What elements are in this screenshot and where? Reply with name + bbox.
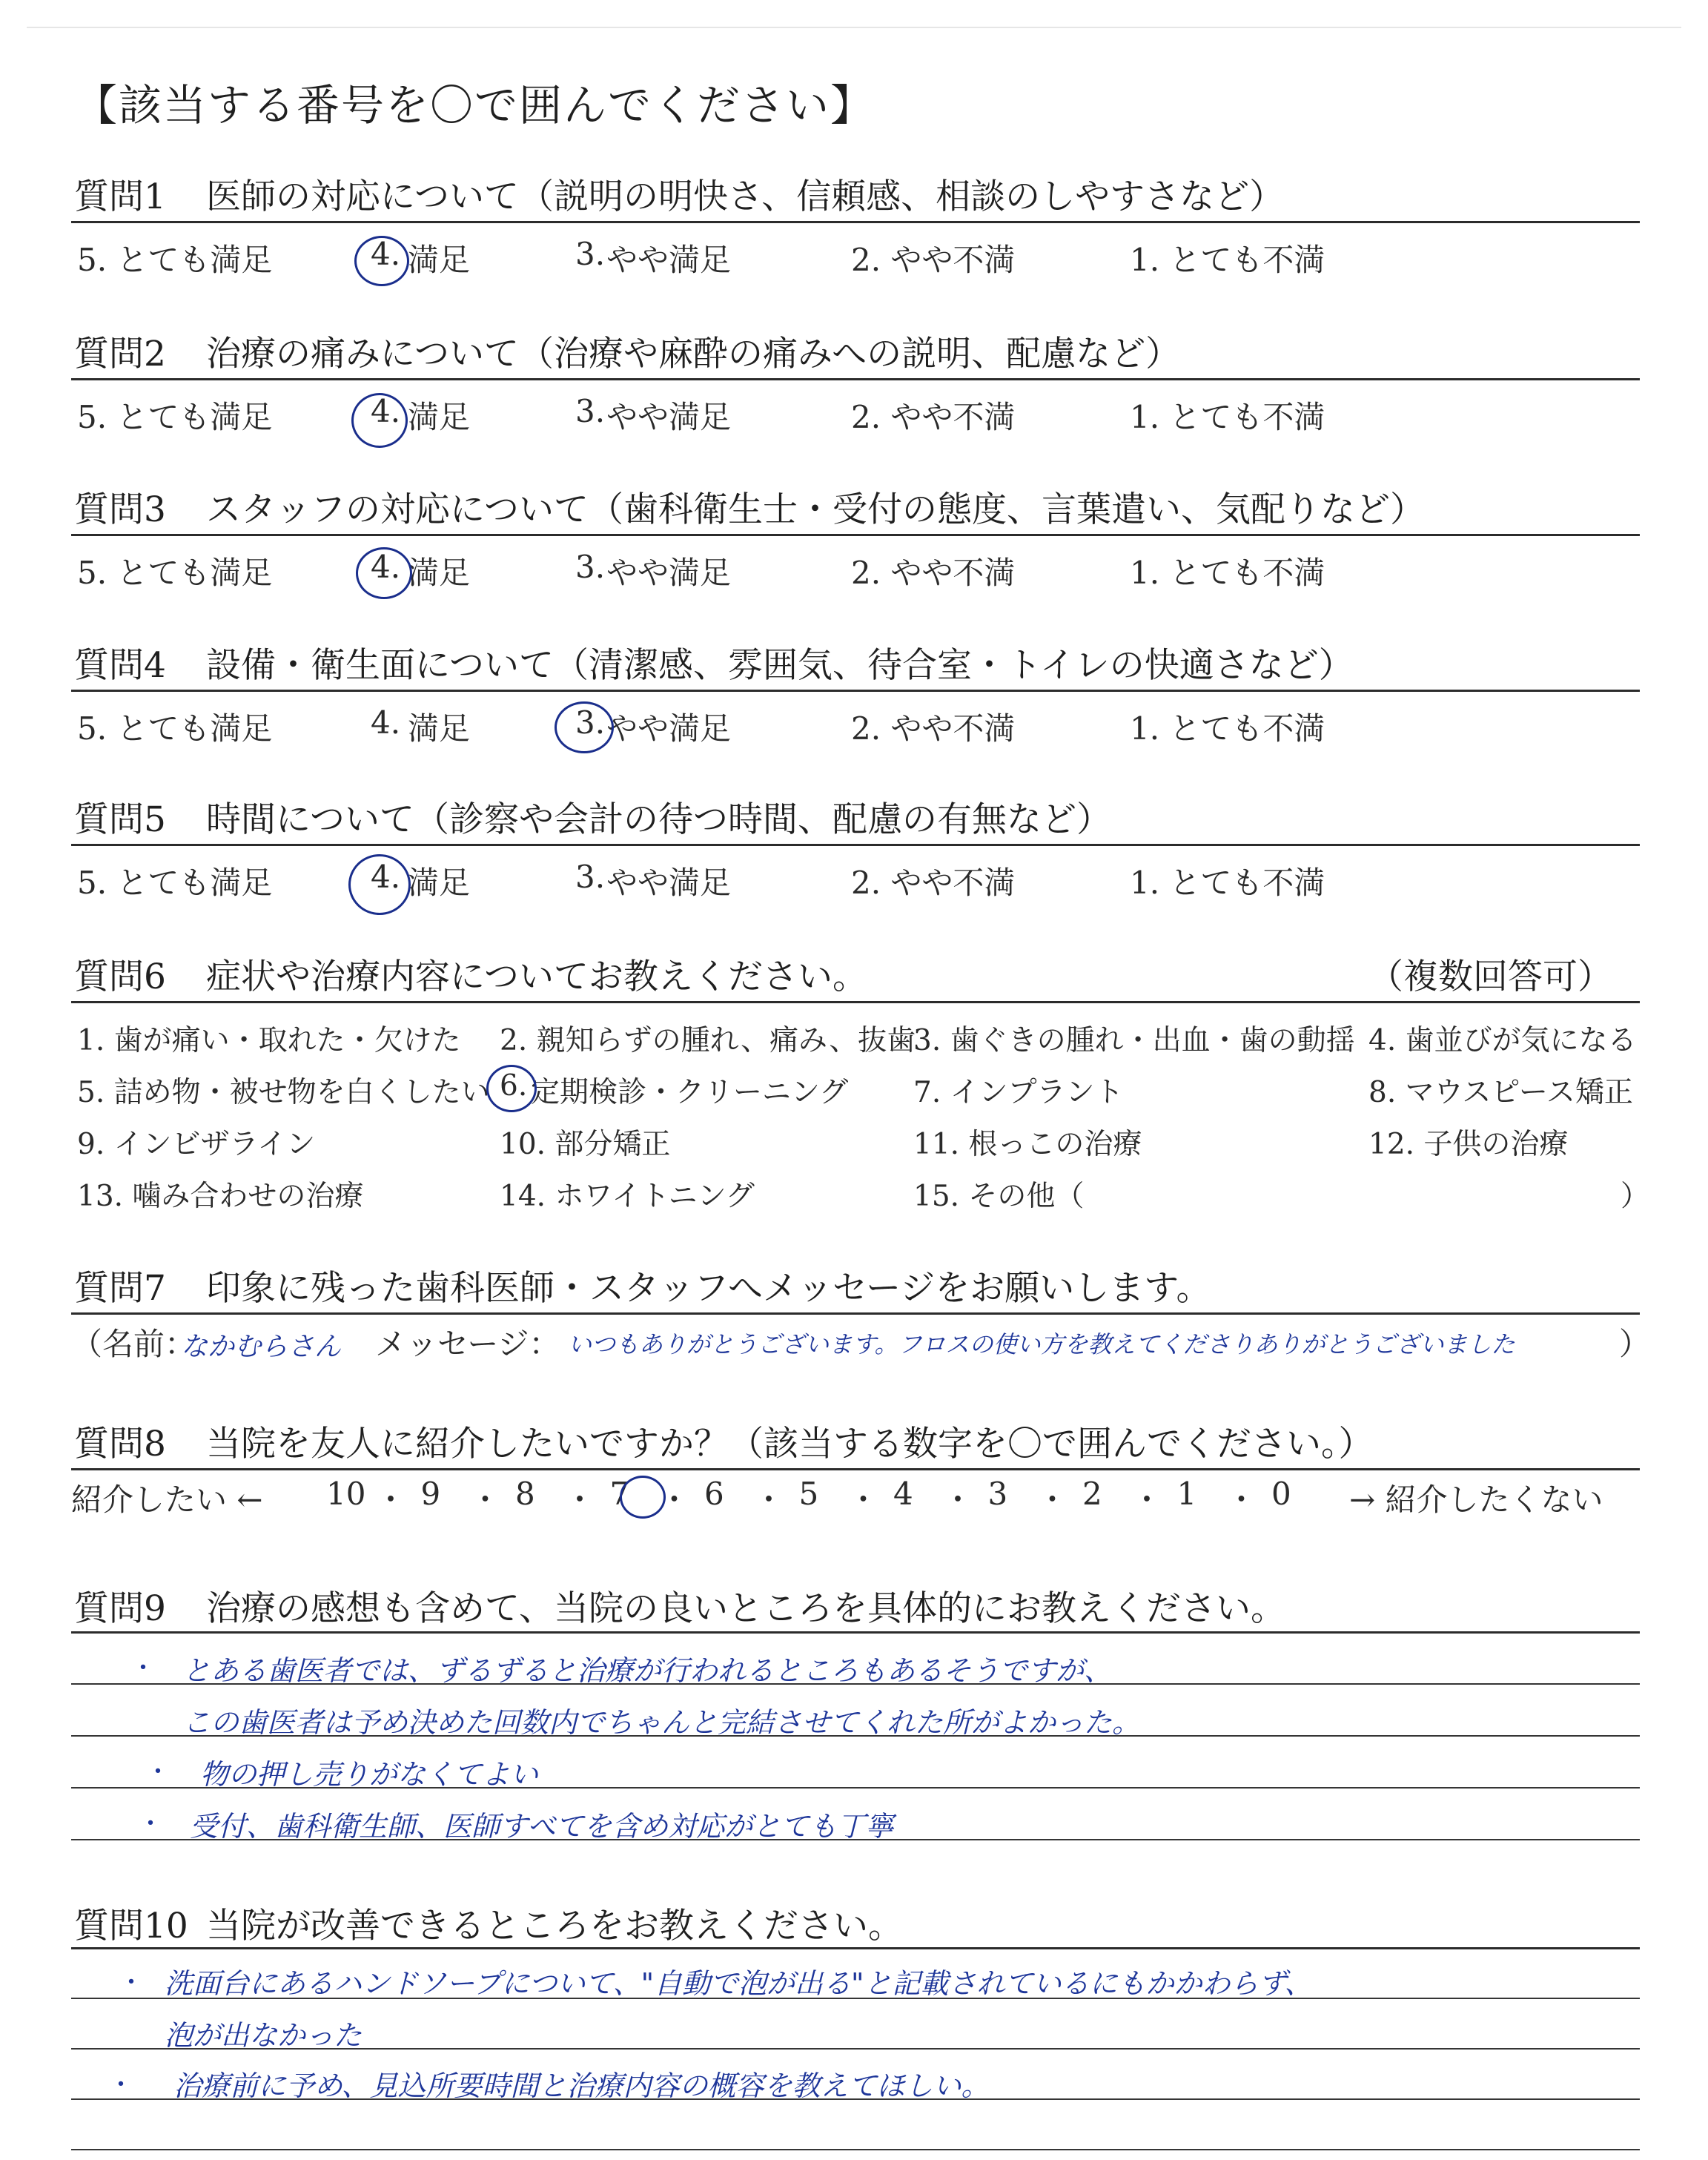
question-4-number: 質問4	[74, 645, 166, 686]
question-5-title	[74, 792, 1111, 842]
question-8-text: 当院を友人に紹介したいですか？（該当する数字を〇で囲んでください。）	[206, 1424, 1374, 1464]
q8-scale-value[interactable]: 5	[798, 1476, 819, 1512]
question-10-number: 質問10	[74, 1906, 188, 1946]
q5-option-5[interactable]: 5. とても満足	[77, 865, 273, 901]
question-7-rule	[71, 1312, 1640, 1315]
q9-answer-line-1[interactable]: とある歯医者では、ずるずると治療が行われるところもあるそうですが、	[182, 1654, 1113, 1687]
q6-item-14[interactable]: 14. ホワイトニング	[500, 1180, 755, 1213]
q9-answer-line-4[interactable]: 受付、歯科衛生師、医師すべてを含め対応がとても丁寧	[190, 1810, 894, 1843]
question-2-number: 質問2	[74, 334, 166, 374]
q8-scale-separator: ・	[375, 1482, 407, 1518]
question-1-title	[74, 169, 1284, 219]
q1-option-3-label[interactable]: やや満足	[606, 242, 732, 278]
question-1-rule	[71, 221, 1640, 223]
q5-option-4-label[interactable]: 満足	[408, 865, 471, 901]
q8-scale-value[interactable]: 9	[420, 1476, 441, 1512]
q8-scale-separator: ・	[658, 1482, 690, 1518]
q1-option-5[interactable]: 5. とても満足	[77, 242, 273, 278]
q3-option-2[interactable]: 2. やや不満	[851, 555, 1016, 591]
q10-answer-line-2[interactable]: 泡が出なかった	[165, 2019, 363, 2052]
q8-scale-separator: ・	[1131, 1482, 1163, 1518]
q7-message-value[interactable]: いつもありがとうございます。フロスの使い方を教えてくださりありがとうございました	[568, 1330, 1515, 1358]
q2-option-3-number[interactable]: 3.	[575, 393, 606, 429]
q5-option-4-number[interactable]: 4.	[371, 859, 401, 895]
question-9-title	[74, 1581, 1285, 1631]
q6-item-9[interactable]: 9. インビザライン	[77, 1128, 316, 1161]
question-6-rule	[71, 1001, 1640, 1003]
q6-item-6-number[interactable]: 6.	[500, 1069, 528, 1103]
question-3-title	[74, 482, 1425, 532]
q8-scale-separator: ・	[847, 1482, 879, 1518]
q8-scale-value[interactable]: 3	[987, 1476, 1008, 1512]
q2-option-5[interactable]: 5. とても満足	[77, 399, 273, 435]
q2-option-4-number[interactable]: 4.	[371, 393, 401, 429]
q2-option-1[interactable]: 1. とても不満	[1130, 399, 1325, 435]
question-9-rule	[71, 1631, 1640, 1634]
q3-option-5[interactable]: 5. とても満足	[77, 555, 273, 591]
question-5-number: 質問5	[74, 799, 166, 840]
question-8-title	[74, 1416, 1374, 1466]
q3-option-3-number[interactable]: 3.	[575, 549, 606, 585]
question-10-text: 当院が改善できるところをお教えください。	[206, 1906, 903, 1946]
q5-option-3-number[interactable]: 3.	[575, 859, 606, 895]
question-6-title	[74, 949, 867, 999]
q5-option-1[interactable]: 1. とても不満	[1130, 865, 1325, 901]
q4-option-5[interactable]: 5. とても満足	[77, 710, 273, 747]
q7-name-label: （名前：	[71, 1326, 196, 1362]
q10-answer-line-1[interactable]: 洗面台にあるハンドソープについて、"自動で泡が出る"と記載されているにもかかわらず、	[165, 1967, 1313, 2000]
q6-item-8[interactable]: 8. マウスピース矯正	[1368, 1076, 1633, 1109]
q8-scale-separator: ・	[753, 1482, 785, 1518]
question-8-rule	[71, 1468, 1640, 1470]
q1-option-3-number[interactable]: 3.	[575, 236, 606, 272]
q9-bullet-2: ・	[145, 1757, 171, 1787]
q8-scale-separator: ・	[469, 1482, 501, 1518]
question-2-rule	[71, 378, 1640, 380]
q8-left-label: 紹介したい ←	[71, 1482, 263, 1518]
q4-option-3-number[interactable]: 3.	[575, 704, 606, 741]
q10-bullet-1: ・	[119, 1968, 144, 1998]
q6-item-15-close: ）	[1621, 1180, 1650, 1213]
question-10-rule	[71, 1947, 1640, 1949]
q6-item-1[interactable]: 1. 歯が痛い・取れた・欠けた	[77, 1024, 461, 1057]
q10-answer-line-3[interactable]: 治療前に予め、見込所要時間と治療内容の概容を教えてほしい。	[173, 2070, 990, 2102]
q9-bullet-3: ・	[138, 1809, 163, 1839]
q9-answer-line-2[interactable]: この歯医者は予め決めた回数内でちゃんと完結させてくれた所がよかった。	[182, 1706, 1141, 1739]
q7-name-value[interactable]: なかむらさん	[181, 1332, 342, 1362]
q6-item-7[interactable]: 7. インプラント	[913, 1076, 1124, 1109]
question-2-title	[74, 326, 1180, 376]
question-9-number: 質問9	[74, 1588, 166, 1629]
question-8-number: 質問8	[74, 1424, 166, 1464]
q9-answer-line-3[interactable]: 物の押し売りがなくてよい	[200, 1758, 539, 1791]
question-2-text: 治療の痛みについて（治療や麻酔の痛みへの説明、配慮など）	[206, 334, 1181, 374]
q6-item-15[interactable]: 15. その他（	[913, 1180, 1085, 1213]
q6-item-2[interactable]: 2. 親知らずの腫れ、痛み、抜歯	[500, 1024, 916, 1057]
question-7-number: 質問7	[74, 1268, 166, 1309]
page-header: 【該当する番号を〇で囲んでください】	[74, 80, 875, 131]
q6-item-13[interactable]: 13. 噛み合わせの治療	[77, 1180, 364, 1213]
q8-scale-value[interactable]: 1	[1176, 1476, 1197, 1512]
q8-scale-value[interactable]: 10	[326, 1476, 366, 1512]
q7-close-paren: ）	[1619, 1326, 1651, 1362]
q8-scale-separator: ・	[1225, 1482, 1257, 1518]
q3-option-4-label[interactable]: 満足	[408, 555, 471, 591]
question-3-text: スタッフの対応について（歯科衛生士・受付の態度、言葉遣い、気配りなど）	[206, 489, 1426, 530]
question-6-number: 質問6	[74, 957, 166, 997]
q6-item-12[interactable]: 12. 子供の治療	[1368, 1128, 1569, 1161]
question-10-title	[74, 1898, 903, 1948]
q8-scale-value[interactable]: 7	[609, 1476, 630, 1512]
q1-option-1[interactable]: 1. とても不満	[1130, 242, 1325, 278]
q3-option-3-label[interactable]: やや満足	[606, 555, 732, 591]
q4-option-4-number[interactable]: 4.	[371, 704, 401, 741]
question-7-title	[74, 1261, 1211, 1310]
q3-option-4-number[interactable]: 4.	[371, 549, 401, 585]
q8-right-label: → 紹介したくない	[1349, 1482, 1603, 1518]
q9-bullet-1: ・	[130, 1654, 156, 1683]
q6-item-5[interactable]: 5. 詰め物・被せ物を白くしたい	[77, 1076, 490, 1109]
question-4-text: 設備・衛生面について（清潔感、雰囲気、待合室・トイレの快適さなど）	[206, 645, 1354, 686]
q8-scale-value[interactable]: 4	[893, 1476, 913, 1512]
q7-message-label: メッセージ：	[375, 1326, 560, 1362]
question-7-text: 印象に残った歯科医師・スタッフへメッセージをお願いします。	[206, 1268, 1211, 1309]
question-4-rule	[71, 690, 1640, 692]
q4-option-4-label[interactable]: 満足	[408, 710, 471, 747]
q6-item-4[interactable]: 4. 歯並びが気になる	[1368, 1024, 1637, 1057]
q1-option-4-number[interactable]: 4.	[371, 236, 401, 272]
q2-option-2[interactable]: 2. やや不満	[851, 399, 1016, 435]
question-6-multi-note: （複数回答可）	[1368, 957, 1612, 997]
q8-scale-value[interactable]: 2	[1082, 1476, 1102, 1512]
q6-item-10[interactable]: 10. 部分矯正	[500, 1128, 671, 1161]
q4-option-1[interactable]: 1. とても不満	[1130, 710, 1325, 747]
q5-option-2[interactable]: 2. やや不満	[851, 865, 1016, 901]
q6-item-11[interactable]: 11. 根っこの治療	[913, 1128, 1142, 1161]
q2-option-4-label[interactable]: 満足	[408, 399, 471, 435]
q8-scale-value[interactable]: 8	[515, 1476, 535, 1512]
q10-bullet-2: ・	[108, 2070, 133, 2100]
q10-writing-line-4	[71, 2149, 1640, 2150]
q2-option-3-label[interactable]: やや満足	[606, 399, 732, 435]
q5-option-3-label[interactable]: やや満足	[606, 865, 732, 901]
question-6-text: 症状や治療内容についてお教えください。	[206, 957, 868, 997]
question-5-text: 時間について（診察や会計の待つ時間、配慮の有無など）	[206, 799, 1112, 840]
q8-scale-separator: ・	[1036, 1482, 1068, 1518]
question-4-title	[74, 638, 1354, 687]
question-3-rule	[71, 534, 1640, 536]
question-5-rule	[71, 844, 1640, 846]
q8-scale-value[interactable]: 0	[1271, 1476, 1291, 1512]
q4-option-2[interactable]: 2. やや不満	[851, 710, 1016, 747]
q3-option-1[interactable]: 1. とても不満	[1130, 555, 1325, 591]
question-3-number: 質問3	[74, 489, 166, 530]
scan-top-edge	[27, 27, 1681, 28]
q6-item-6-label[interactable]: 定期検診・クリーニング	[531, 1076, 849, 1109]
q8-scale-value[interactable]: 6	[704, 1476, 724, 1512]
q8-scale-separator: ・	[564, 1482, 596, 1518]
q4-option-3-label[interactable]: やや満足	[606, 710, 732, 747]
question-9-text: 治療の感想も含めて、当院の良いところを具体的にお教えください。	[206, 1588, 1286, 1629]
q8-scale-separator: ・	[942, 1482, 974, 1518]
question-1-number: 質問1	[74, 176, 166, 217]
q1-option-4-label[interactable]: 満足	[408, 242, 471, 278]
q6-item-3[interactable]: 3. 歯ぐきの腫れ・出血・歯の動揺	[913, 1024, 1355, 1057]
q1-option-2[interactable]: 2. やや不満	[851, 242, 1016, 278]
question-1-text: 医師の対応について（説明の明快さ、信頼感、相談のしやすさなど）	[206, 176, 1285, 217]
